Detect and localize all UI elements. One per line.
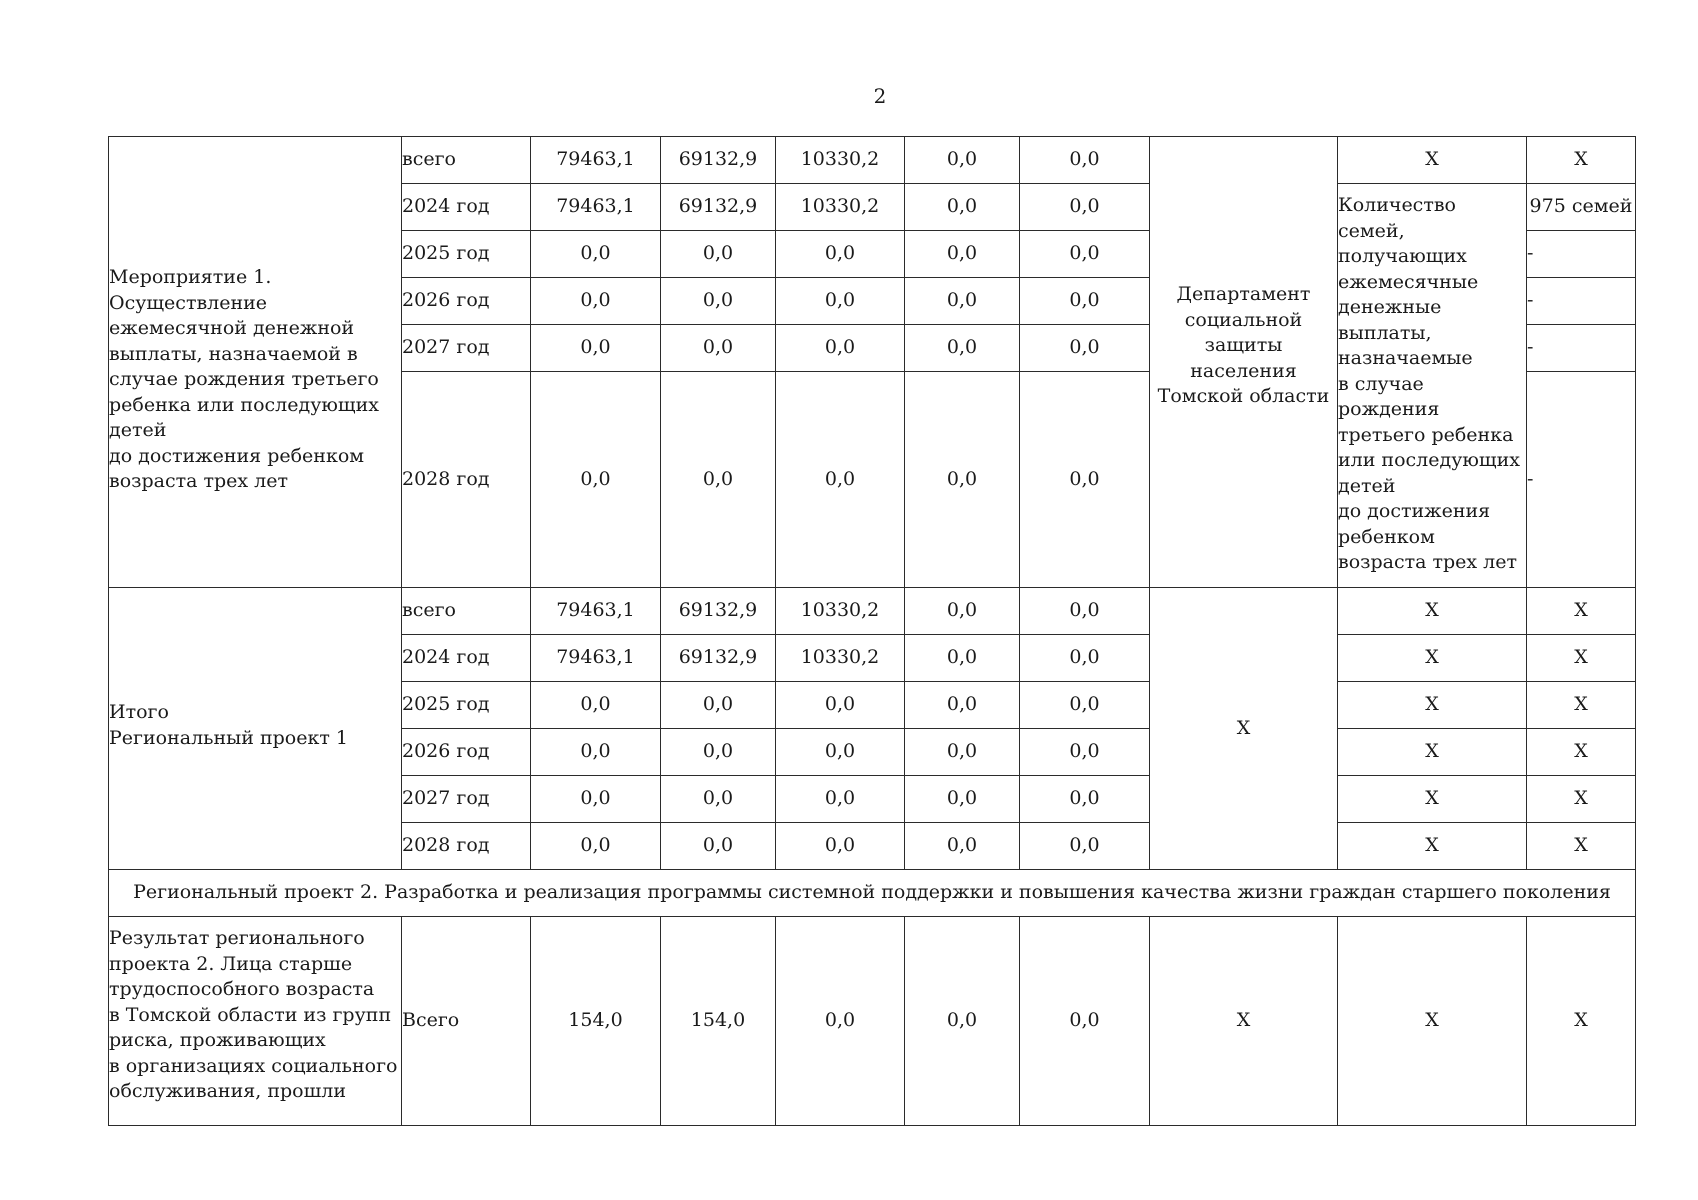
value-cell: 0,0 (776, 231, 905, 278)
value-cell: 0,0 (661, 278, 776, 325)
department-cell (1150, 137, 1338, 588)
table-row (109, 588, 1636, 635)
value-cell: 0,0 (531, 729, 661, 776)
value-cell: 69132,9 (661, 184, 776, 231)
value-cell: 0,0 (531, 682, 661, 729)
x-cell: Х (1338, 776, 1527, 823)
period-cell: 2026 год (402, 729, 531, 776)
x-cell: Х (1527, 682, 1636, 729)
value-cell: 0,0 (905, 184, 1020, 231)
value-cell: 0,0 (1020, 917, 1150, 1126)
x-cell: Х (1338, 137, 1527, 184)
period-cell: 2027 год (402, 776, 531, 823)
value-cell: 0,0 (1020, 682, 1150, 729)
indicator-value-cell: - (1527, 278, 1636, 325)
value-cell: 0,0 (905, 917, 1020, 1126)
period-cell: 2024 год (402, 635, 531, 682)
period-cell: всего (402, 588, 531, 635)
value-cell: 0,0 (531, 823, 661, 870)
indicator-value-cell: - (1527, 325, 1636, 372)
x-cell: Х (1527, 635, 1636, 682)
value-cell: 10330,2 (776, 588, 905, 635)
value-cell: 79463,1 (531, 137, 661, 184)
value-cell: 0,0 (1020, 372, 1150, 588)
table-row (109, 917, 1636, 1126)
x-cell: Х (1527, 823, 1636, 870)
total-label-cell (109, 588, 402, 870)
value-cell: 69132,9 (661, 635, 776, 682)
x-cell: Х (1527, 588, 1636, 635)
indicator-label: Количество семей, получающих ежемесячные денежные выплаты, назначаемые в случае рождения третьего ребенка или последующих детей до достижения ребенком возраста трех лет (1338, 194, 1520, 573)
event-label: Мероприятие 1. Осуществление ежемесячной денежной выплаты, назначаемой в случае рождения третьего ребенка или последующих детей до достижения ребенком возраста трех лет (109, 266, 379, 493)
value-cell: 0,0 (661, 231, 776, 278)
x-cell: Х (1338, 729, 1527, 776)
period-cell: 2024 год (402, 184, 531, 231)
x-cell: Х (1527, 776, 1636, 823)
value-cell: 10330,2 (776, 184, 905, 231)
result-label-cell (109, 917, 402, 1126)
value-cell: 0,0 (776, 278, 905, 325)
value-cell: 0,0 (1020, 278, 1150, 325)
period-cell: 2025 год (402, 682, 531, 729)
value-cell: 69132,9 (661, 137, 776, 184)
x-cell: Х (1527, 917, 1636, 1126)
x-cell: Х (1338, 823, 1527, 870)
value-cell: 0,0 (776, 682, 905, 729)
department-label: Департамент социальной защиты населения Томской области (1157, 283, 1330, 408)
value-cell: 79463,1 (531, 184, 661, 231)
value-cell: 0,0 (661, 682, 776, 729)
x-cell: Х (1338, 635, 1527, 682)
project2-title: Региональный проект 2. Разработка и реализация программы системной поддержки и повышения качества жизни граждан старшего поколения (109, 870, 1636, 917)
value-cell: 79463,1 (531, 635, 661, 682)
value-cell: 0,0 (776, 776, 905, 823)
page-number: 2 (873, 84, 887, 108)
value-cell: 10330,2 (776, 137, 905, 184)
value-cell: 0,0 (905, 278, 1020, 325)
value-cell: 0,0 (1020, 325, 1150, 372)
value-cell: 154,0 (661, 917, 776, 1126)
indicator-value-cell: 975 семей (1527, 184, 1636, 231)
table-row (109, 137, 1636, 184)
value-cell: 0,0 (661, 776, 776, 823)
period-cell: 2025 год (402, 231, 531, 278)
x-cell: Х (1527, 729, 1636, 776)
value-cell: 0,0 (905, 823, 1020, 870)
value-cell: 0,0 (1020, 776, 1150, 823)
value-cell: 0,0 (1020, 137, 1150, 184)
value-cell: 0,0 (776, 325, 905, 372)
value-cell: 0,0 (776, 729, 905, 776)
value-cell: 0,0 (1020, 729, 1150, 776)
value-cell: 0,0 (661, 372, 776, 588)
value-cell: 0,0 (531, 325, 661, 372)
period-cell: 2028 год (402, 823, 531, 870)
department-x-cell: Х (1150, 588, 1338, 870)
value-cell: 0,0 (776, 823, 905, 870)
x-cell: Х (1527, 137, 1636, 184)
x-cell: Х (1338, 682, 1527, 729)
value-cell: 0,0 (531, 278, 661, 325)
indicator-value-cell: - (1527, 231, 1636, 278)
period-cell: 2027 год (402, 325, 531, 372)
value-cell: 79463,1 (531, 588, 661, 635)
period-cell: 2028 год (402, 372, 531, 588)
value-cell: 10330,2 (776, 635, 905, 682)
value-cell: 0,0 (1020, 635, 1150, 682)
value-cell: 0,0 (531, 372, 661, 588)
value-cell: 0,0 (531, 231, 661, 278)
value-cell: 154,0 (531, 917, 661, 1126)
value-cell: 0,0 (1020, 588, 1150, 635)
table-row (109, 870, 1636, 917)
value-cell: 0,0 (905, 729, 1020, 776)
value-cell: 0,0 (905, 682, 1020, 729)
period-cell: Всего (402, 917, 531, 1126)
value-cell: 0,0 (905, 372, 1020, 588)
value-cell: 0,0 (776, 372, 905, 588)
total-label: Итого Региональный проект 1 (109, 701, 349, 749)
value-cell: 0,0 (661, 729, 776, 776)
value-cell: 0,0 (776, 917, 905, 1126)
value-cell: 69132,9 (661, 588, 776, 635)
indicator-cell (1338, 184, 1527, 588)
event-label-cell (109, 137, 402, 588)
value-cell: 0,0 (531, 776, 661, 823)
value-cell: 0,0 (905, 635, 1020, 682)
value-cell: 0,0 (905, 588, 1020, 635)
value-cell: 0,0 (905, 776, 1020, 823)
value-cell: 0,0 (1020, 823, 1150, 870)
value-cell: 0,0 (661, 823, 776, 870)
period-cell: 2026 год (402, 278, 531, 325)
x-cell: Х (1338, 588, 1527, 635)
x-cell: Х (1338, 917, 1527, 1126)
value-cell: 0,0 (905, 325, 1020, 372)
x-cell: Х (1150, 917, 1338, 1126)
value-cell: 0,0 (1020, 184, 1150, 231)
result-label: Результат регионального проекта 2. Лица старше трудоспособного возраста в Томской области из групп риска, проживающих в организациях социального обслуживания, прошли (109, 927, 398, 1102)
value-cell: 0,0 (1020, 231, 1150, 278)
value-cell: 0,0 (905, 137, 1020, 184)
value-cell: 0,0 (661, 325, 776, 372)
budget-table (108, 136, 1636, 1126)
value-cell: 0,0 (905, 231, 1020, 278)
period-cell: всего (402, 137, 531, 184)
indicator-value-cell: - (1527, 372, 1636, 588)
